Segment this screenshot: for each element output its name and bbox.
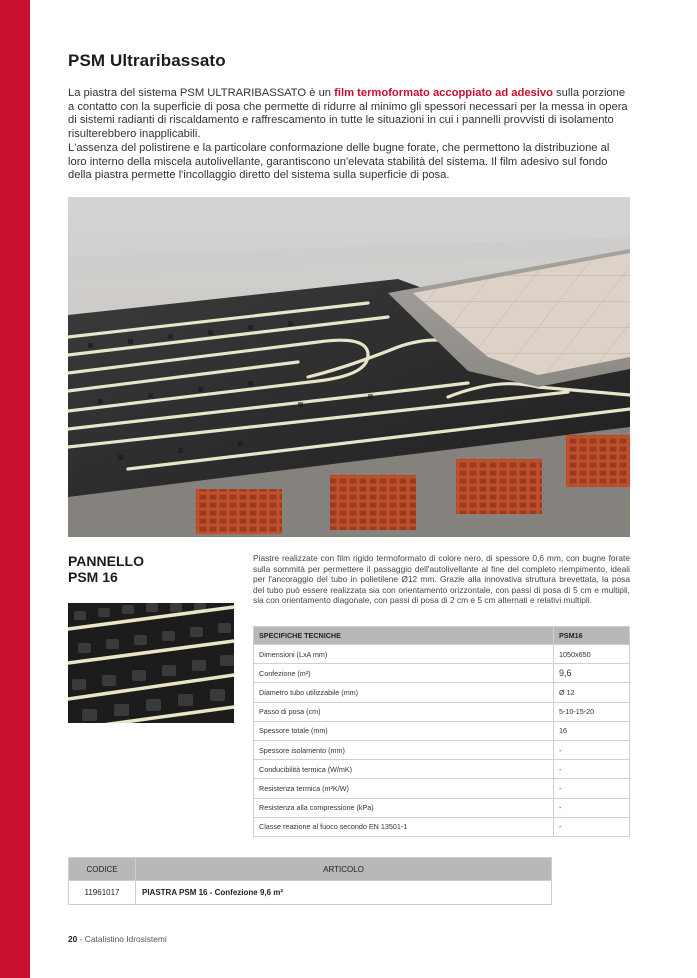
- panel-title-line-2: PSM 16: [68, 569, 118, 585]
- table-row: Dimensioni (LxA mm) 1050x650: [254, 645, 630, 664]
- intro-text: [68, 87, 630, 183]
- page-number: 20: [68, 934, 78, 944]
- table-row: Confezione (m²) 9,6: [254, 664, 630, 683]
- panel-title: [68, 553, 218, 585]
- article-code: 11961017: [69, 881, 136, 905]
- specs-table: [253, 626, 630, 837]
- table-row: Spessore isolamento (mm) -: [254, 740, 630, 759]
- intro-paragraph-1: La piastra del sistema PSM ULTRARIBASSATO è un film termoformato accoppiato ad adesivo sulla porzione a contatto con la superficie di posa che permette di ridurre al minimo gli spessori necessari per la messa in opera di sistemi radianti di riscaldamento e raffrescamento in tutte le situazioni in cui i pannelli provvisti di isolamento risulterebbero inapplicabili.: [68, 87, 628, 141]
- article-name: PIASTRA PSM 16 - Confezione 9,6 m²: [136, 881, 552, 905]
- panel-title-line-1: PANNELLO: [68, 553, 144, 569]
- table-row: Diametro tubo utilizzabile (mm) Ø 12: [254, 683, 630, 702]
- specs-header-label: SPECIFICHE TECNICHE: [254, 627, 554, 645]
- intro-paragraph-2: L'assenza del polistirene e la particolare conformazione delle bugne forate, che permettono la distribuzione al loro interno della miscela autolivellante, garantiscono un'elevata stabilità del sistema. Il film adesivo sul fondo della piastra permette l'incollaggio diretto del sistema sulla superficie di posa.: [68, 141, 610, 182]
- table-row: Classe reazione al fuoco secondo EN 13501-1 -: [254, 817, 630, 836]
- articles-header-code: CODICE: [69, 858, 136, 881]
- page-title: PSM Ultraribassato: [68, 51, 226, 70]
- system-render-image: [68, 197, 630, 537]
- panel-description: Piastre realizzate con film rigido termoformato di colore nero, di spessore 0,6 mm, con bugne forate sulla sommità per permettere il passaggio dell'autolivellante al fine del completo riempimento, ideali per l'ancoraggio del tubo in polietilene Ø12 mm. Grazie alla innovativa struttura brevettata, la posa del tubo può essere realizzata sia con orientamento orizzontale, con passi di posa di 5 cm e multipli, sia con orientamento diagonale, con passi di posa di 2 cm e 5 cm alternati e relativi multipli.: [253, 553, 630, 606]
- specs-header-row: [254, 627, 630, 645]
- specs-header-model: PSM16: [554, 627, 630, 645]
- table-row: Passo di posa (cm) 5-10-15-20: [254, 702, 630, 721]
- table-row: Resistenza alla compressione (kPa) -: [254, 798, 630, 817]
- articles-header-row: [69, 858, 552, 881]
- articles-table: [68, 857, 552, 905]
- table-row: [69, 881, 552, 905]
- panel-product-image: [68, 603, 234, 723]
- table-row: Conducibilità termica (W/mK) -: [254, 760, 630, 779]
- table-row: Spessore totale (mm) 16: [254, 721, 630, 740]
- articles-header-article: ARTICOLO: [136, 858, 552, 881]
- table-row: Resistenza termica (m²K/W) -: [254, 779, 630, 798]
- brand-side-bar: [0, 0, 30, 978]
- catalog-name: Catalistino Idrosistemi: [84, 934, 167, 944]
- page-footer: 20 - Catalistino Idrosistemi: [68, 934, 167, 944]
- intro-highlight: film termoformato accoppiato ad adesivo: [334, 87, 553, 99]
